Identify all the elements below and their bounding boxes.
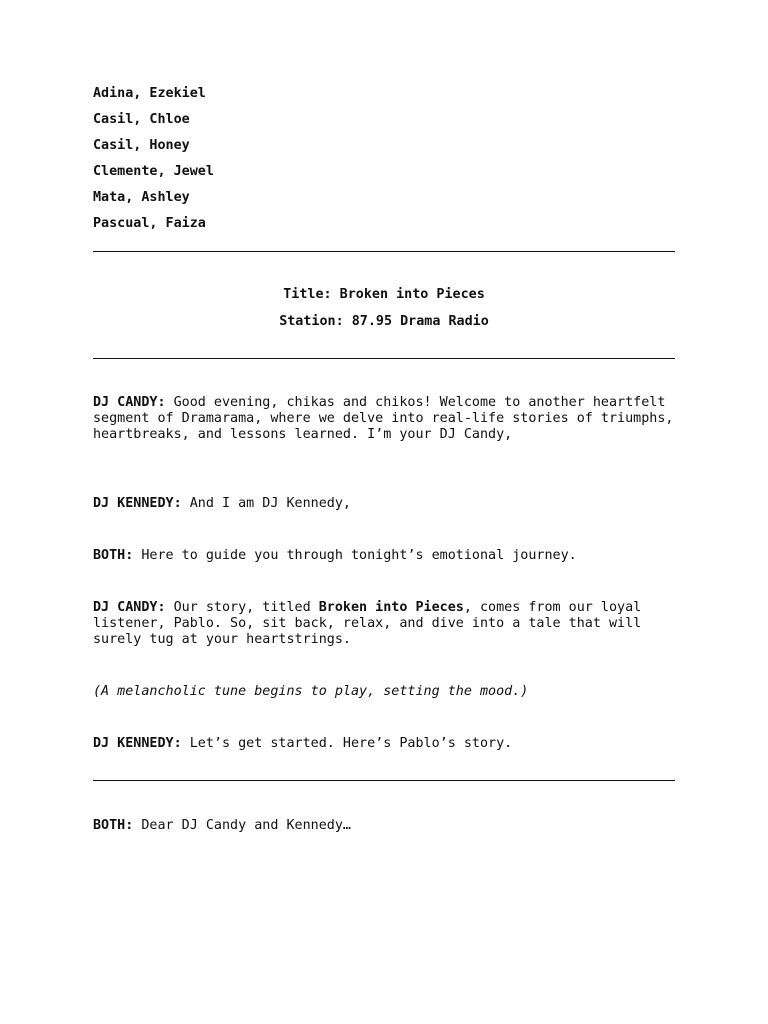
dialogue-paragraph bbox=[93, 818, 675, 834]
author-name: Clemente, Jewel bbox=[93, 164, 214, 179]
speaker-label: DJ KENNEDY: bbox=[93, 496, 182, 511]
speaker-label: BOTH: bbox=[93, 818, 134, 833]
author-name: Mata, Ashley bbox=[93, 190, 190, 205]
speaker-label: DJ CANDY: bbox=[93, 395, 166, 410]
divider-line bbox=[93, 780, 675, 781]
story-title: Broken into Pieces bbox=[318, 600, 464, 615]
dialogue-text: Good evening, chikas and chikos! Welcome to another heartfelt segment of Dramarama, where we delve into real-life stories of triumphs, heartbreaks, and lessons learned. I’m your DJ Candy, bbox=[93, 395, 674, 442]
dialogue-text: Dear DJ Candy and Kennedy… bbox=[133, 818, 351, 833]
author-list bbox=[93, 86, 214, 242]
author-name: Pascual, Faiza bbox=[93, 216, 206, 231]
author-name: Casil, Honey bbox=[93, 138, 190, 153]
title-block bbox=[93, 287, 675, 341]
script-title: Title: Broken into Pieces bbox=[283, 287, 485, 302]
author-name: Adina, Ezekiel bbox=[93, 86, 206, 101]
station-name: Station: 87.95 Drama Radio bbox=[279, 314, 489, 329]
dialogue-text: Let’s get started. Here’s Pablo’s story. bbox=[181, 736, 513, 751]
dialogue-paragraph bbox=[93, 600, 675, 648]
dialogue-text: , comes from our loyal listener, Pablo. So, sit back, relax, and dive into a tale that will surely tug at your heartstrings. bbox=[93, 600, 642, 647]
speaker-label: DJ KENNEDY: bbox=[93, 736, 182, 751]
stage-direction: (A melancholic tune begins to play, setting the mood.) bbox=[93, 684, 529, 699]
dialogue-text: Here to guide you through tonight’s emotional journey. bbox=[133, 548, 577, 563]
dialogue-text: Our story, titled bbox=[165, 600, 319, 615]
dialogue-paragraph bbox=[93, 548, 675, 564]
author-name: Casil, Chloe bbox=[93, 112, 190, 127]
dialogue-text: And I am DJ Kennedy, bbox=[181, 496, 351, 511]
divider-line bbox=[93, 251, 675, 252]
speaker-label: BOTH: bbox=[93, 548, 134, 563]
dialogue-paragraph bbox=[93, 736, 675, 752]
divider-line bbox=[93, 358, 675, 359]
dialogue-paragraph bbox=[93, 395, 675, 443]
dialogue-paragraph bbox=[93, 496, 675, 512]
speaker-label: DJ CANDY: bbox=[93, 600, 166, 615]
